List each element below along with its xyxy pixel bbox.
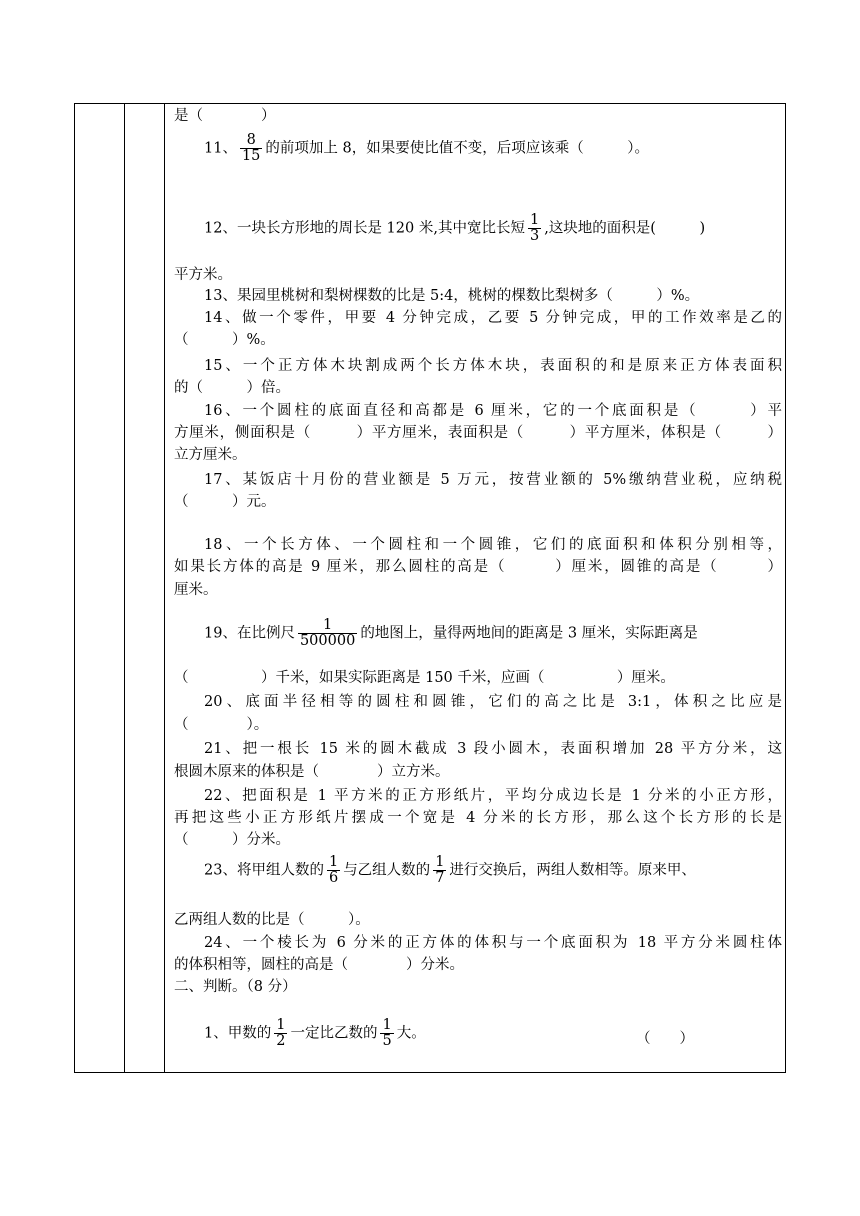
question-18: 18、一个长方体、一个圆柱和一个圆锥，它们的底面积和体积分别相等， (204, 537, 782, 553)
question-19: 19、在比例尺 $\frac{1}{500000}$ 的地图上，量得两地间的距离是 3 厘米，实际距离是 (204, 617, 698, 649)
fraction: $\frac{1}{500000}$ (299, 617, 356, 649)
question-20-line2: （ ）。 (174, 717, 269, 733)
question-14-line2: （ ）%。 (174, 332, 275, 348)
section-heading-judgement: 二、判断。（8 分） (174, 979, 297, 995)
question-22-line2: 再把这些小正方形纸片摆成一个宽是 4 分米的长方形，那么这个长方形的长是 (174, 810, 782, 826)
fraction: $\frac{1}{6}$ (328, 854, 339, 886)
question-16: 16、一个圆柱的底面直径和高都是 6 厘米，它的一个底面积是（ ）平 (204, 403, 782, 419)
question-20: 20、底面半径相等的圆柱和圆锥，它们的高之比是 3:1，体积之比应是 (204, 694, 782, 710)
q10-continuation: 是（ ） (174, 108, 276, 124)
judgement-1: 1、甲数的 $\frac{1}{2}$ 一定比乙数的 $\frac{1}{5}$ 大。 (204, 1017, 426, 1049)
question-12: 12、一块长方形地的周长是 120 米,其中宽比长短 $\frac{1}{3}$ ,这块地的面积是( ) (204, 212, 706, 244)
question-16-line3: 立方厘米。 (174, 447, 247, 463)
judgement-1-answer: （ ） (636, 1031, 694, 1047)
question-23: 23、将甲组人数的 $\frac{1}{6}$ 与乙组人数的 $\frac{1}{7}$ 进行交换后，两组人数相等。原来甲、 (204, 854, 696, 886)
question-15: 15、一个正方体木块割成两个长方体木块，表面积的和是原来正方体表面积 (204, 358, 782, 374)
question-22-line3: （ ）分米。 (174, 832, 290, 848)
question-18-line3: 厘米。 (174, 582, 218, 598)
question-12-line2: 平方米。 (174, 267, 232, 283)
question-17-line2: （ ）元。 (174, 494, 276, 510)
fraction: $\frac{8}{15}$ (241, 132, 261, 164)
question-21: 21、把一根长 15 米的圆木截成 3 段小圆木，表面积增加 28 平方分米，这 (204, 741, 782, 757)
question-11: 11、 $\frac{8}{15}$ 的前项加上 8，如果要使比值不变，后项应该乘（ ）。 (204, 132, 649, 164)
column-divider (124, 104, 125, 1072)
question-21-line2: 根圆木原来的体积是（ ）立方米。 (174, 764, 450, 780)
question-16-line2: 方厘米，侧面积是（ ）平方厘米，表面积是（ ）平方厘米，体积是（ ） (174, 425, 782, 441)
column-divider (164, 104, 165, 1072)
question-content (174, 103, 782, 1071)
question-19-line2: （ ）千米，如果实际距离是 150 千米，应画（ ）厘米。 (174, 670, 675, 686)
question-14: 14、做一个零件，甲要 4 分钟完成，乙要 5 分钟完成，甲的工作效率是乙的 (204, 310, 782, 326)
question-23-line2: 乙两组人数的比是（ ）。 (174, 912, 370, 928)
question-22: 22、把面积是 1 平方米的正方形纸片，平均分成边长是 1 分米的小正方形， (204, 788, 782, 804)
question-15-line2: 的（ ）倍。 (174, 380, 290, 396)
question-24: 24、一个棱长为 6 分米的正方体的体积与一个底面积为 18 平方分米圆柱体 (204, 935, 782, 951)
question-18-line2: 如果长方体的高是 9 厘米，那么圆柱的高是（ ）厘米，圆锥的高是（ ） (174, 559, 782, 575)
fraction: $\frac{1}{7}$ (435, 854, 445, 886)
fraction: $\frac{1}{3}$ (529, 212, 540, 244)
fraction: $\frac{1}{5}$ (382, 1017, 392, 1049)
question-24-line2: 的体积相等，圆柱的高是（ ）分米。 (174, 957, 464, 973)
question-13: 13、果园里桃树和梨树棵数的比是 5:4，桃树的棵数比梨树多（ ）%。 (204, 288, 700, 304)
fraction: $\frac{1}{2}$ (276, 1017, 286, 1049)
question-17: 17、某饭店十月份的营业额是 5 万元，按营业额的 5%缴纳营业税，应纳税 (204, 472, 782, 488)
